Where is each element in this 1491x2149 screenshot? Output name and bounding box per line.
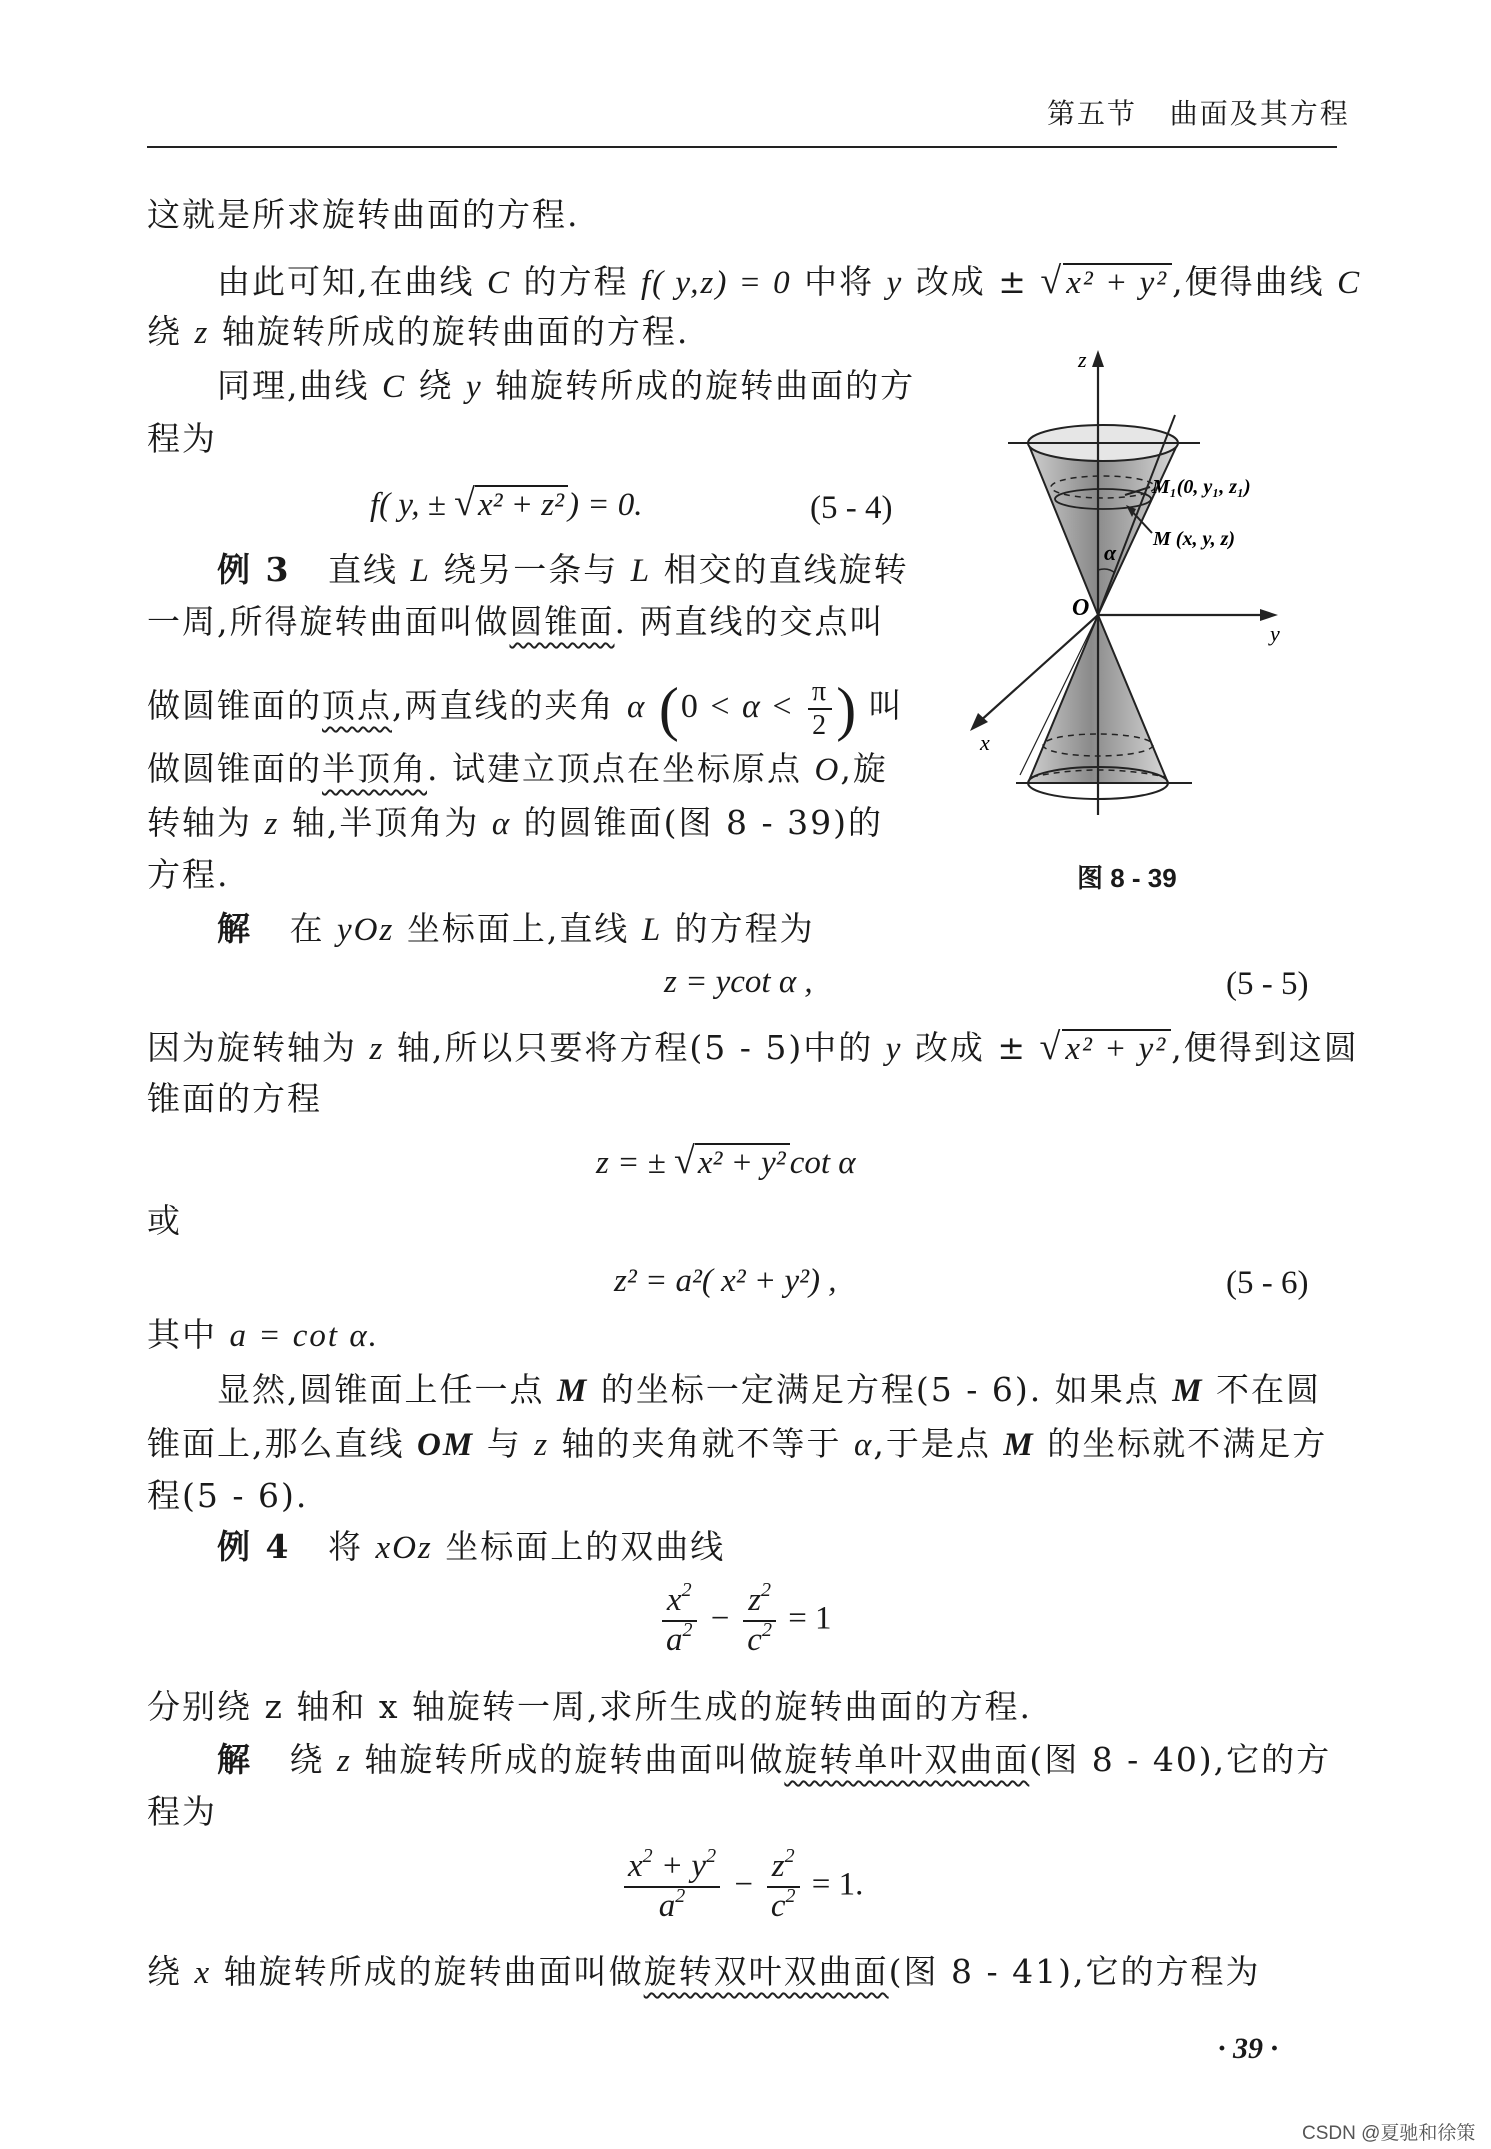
text-line: 例 4 将 xOz 坐标面上的双曲线 [217,1527,726,1566]
term-cone: 圆锥面 [509,602,615,641]
equation-5-5: z = ycot α , [664,964,813,1000]
text-line: 做圆锥面的顶点,两直线的夹角 α (0 < α < $\frac{\pi}{2}$ ) 叫 [147,676,904,743]
equation-cone: z = ± √x² + y² cot α [596,1140,856,1182]
radicand: x² + y² [1063,263,1172,300]
text-line: 解 在 yOz 坐标面上,直线 L 的方程为 [217,909,815,948]
alpha-label: α [1104,540,1117,565]
equation-5-6: z² = a²( x² + y²) , [614,1263,837,1299]
text-line: 做圆锥面的半顶角. 试建立顶点在坐标原点 O,旋 [147,749,888,788]
watermark: CSDN @夏驰和徐策 [1302,2123,1476,2144]
header-title: 曲面及其方程 [1169,97,1350,130]
text-line: 方程. [147,855,230,894]
header-rule [147,146,1337,148]
example-label: 例 3 [217,550,291,589]
equation-hyperboloid-one: $\frac{x^2 + y^2}{a^2}$ − $\frac{z^2}{c^2}$ = 1. [620,1848,863,1926]
text-line: 转轴为 z 轴,半顶角为 α 的圆锥面(图 8 - 39)的 [147,803,884,842]
origin-label: O [1072,595,1090,621]
term-vertex: 顶点 [322,685,392,725]
cone-figure [960,345,1320,825]
solution-label: 解 [217,909,252,948]
text-line: 绕 z 轴旋转所成的旋转曲面的方程. [147,312,690,351]
text-line: 例 3 直线 L 绕另一条与 L 相交的直线旋转 [217,550,909,589]
equation-5-4: f( y, ± √x² + z² ) = 0. [370,482,643,524]
solution-label: 解 [217,1740,252,1779]
term-hyperboloid-two-sheets: 旋转双叶双曲面 [643,1952,889,1991]
term-half-angle: 半顶角 [322,749,427,788]
running-header [1047,97,1350,130]
figure-caption: 图 8 - 39 [1077,863,1177,893]
text-line: 显然,圆锥面上任一点 M 的坐标一定满足方程(5 - 6). 如果点 M 不在圆 [217,1370,1322,1409]
text-line: 绕 x 轴旋转所成的旋转曲面叫做旋转双叶双曲面(图 8 - 41),它的方程为 [147,1952,1261,1991]
text-line: 其中 a = cot α. [147,1315,379,1354]
term-hyperboloid-one-sheet: 旋转单叶双曲面 [784,1740,1030,1779]
equation-number: (5 - 5) [1226,966,1309,1002]
text-line: 这就是所求旋转曲面的方程. [147,195,580,234]
text-line: 解 绕 z 轴旋转所成的旋转曲面叫做旋转单叶双曲面(图 8 - 40),它的方 [217,1740,1332,1779]
m1-label: M₁(0, y₁, z₁) [1152,476,1251,498]
text-line: 锥面上,那么直线 OM 与 z 轴的夹角就不等于 α,于是点 M 的坐标就不满足方 [147,1424,1328,1463]
text-line: 分别绕 z 轴和 x 轴旋转一周,求所生成的旋转曲面的方程. [147,1687,1032,1726]
axis-x-label: x [980,730,990,755]
text-line: 因为旋转轴为 z 轴,所以只要将方程(5 - 5)中的 y 改成 ± √x² + y² ,便得到这圆 [147,1026,1359,1068]
text-line: 或 [147,1201,182,1240]
text-line: 由此可知,在曲线 C 的方程 f( y,z) = 0 中将 y 改成 ± √x² + y² ,便得曲线 C [217,260,1362,302]
text-line: 一周,所得旋转曲面叫做圆锥面. 两直线的交点叫 [147,602,885,641]
equation-number: (5 - 4) [810,490,893,526]
alpha-range: (0 < α < $\frac{\pi}{2}$ ) [658,676,859,743]
text-line: 程为 [147,1792,217,1831]
page-number: · 39 · [1218,2032,1278,2065]
text-line: 同理,曲线 C 绕 y 轴旋转所成的旋转曲面的方 [217,366,916,405]
header-section: 第五节 [1047,97,1138,130]
text-line: 锥面的方程 [147,1079,322,1118]
text-line: 程(5 - 6). [147,1476,309,1515]
equation-hyperbola: $\frac{x^2}{a^2}$ − $\frac{z^2}{c^2}$ = 1 [658,1582,832,1660]
axis-y-label: y [1270,621,1280,646]
m-label: M (x, y, z) [1153,528,1236,550]
axis-z-label: z [1078,347,1087,372]
text-line: 程为 [147,419,217,458]
equation-number: (5 - 6) [1226,1265,1309,1301]
example-label: 例 4 [217,1527,291,1566]
